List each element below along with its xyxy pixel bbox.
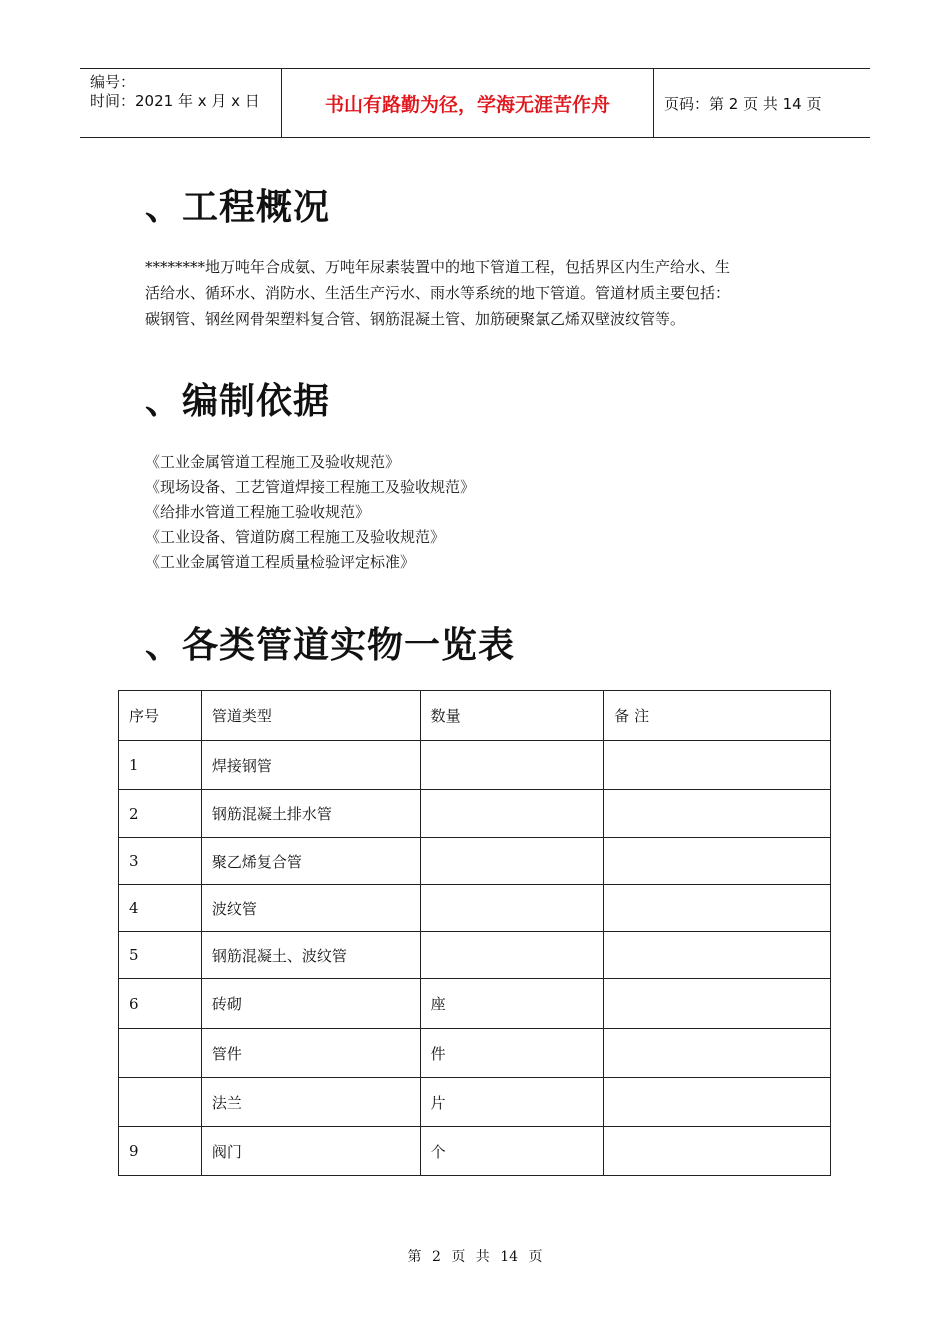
quantity: 个 bbox=[420, 1127, 604, 1176]
quantity bbox=[420, 790, 604, 838]
remark bbox=[604, 885, 831, 932]
remark bbox=[604, 838, 831, 885]
table-row bbox=[119, 790, 831, 838]
remark bbox=[604, 1029, 831, 1078]
quantity bbox=[420, 932, 604, 979]
pipe-type: 聚乙烯复合管 bbox=[201, 838, 420, 885]
remark bbox=[604, 1127, 831, 1176]
reference-item: 《工业金属管道工程质量检验评定标准》 bbox=[145, 553, 416, 571]
row-index: 6 bbox=[119, 979, 202, 1029]
reference-item: 《现场设备、工艺管道焊接工程施工及验收规范》 bbox=[145, 478, 476, 496]
header-page-number: 页码：第 2 页 共 14 页 bbox=[664, 94, 822, 113]
pipe-type: 钢筋混凝土、波纹管 bbox=[201, 932, 420, 979]
pipe-inventory-table bbox=[118, 690, 831, 1176]
row-index: 4 bbox=[119, 885, 202, 932]
row-index: 3 bbox=[119, 838, 202, 885]
remark bbox=[604, 932, 831, 979]
footer-text: 第 bbox=[407, 1249, 422, 1265]
table-row bbox=[119, 932, 831, 979]
overview-paragraph bbox=[145, 254, 825, 332]
quantity: 座 bbox=[420, 979, 604, 1029]
reference-item: 《工业金属管道工程施工及验收规范》 bbox=[145, 453, 401, 471]
table-row bbox=[119, 979, 831, 1029]
table-row bbox=[119, 885, 831, 932]
quantity bbox=[420, 885, 604, 932]
pipe-type: 法兰 bbox=[201, 1078, 420, 1127]
row-index: 2 bbox=[119, 790, 202, 838]
remark bbox=[604, 741, 831, 790]
quantity bbox=[420, 838, 604, 885]
column-header: 管道类型 bbox=[201, 691, 420, 741]
remark bbox=[604, 979, 831, 1029]
page-header bbox=[80, 68, 870, 138]
document-number-label: 编号： bbox=[90, 73, 136, 91]
row-index: 9 bbox=[119, 1127, 202, 1176]
pipe-type: 管件 bbox=[201, 1029, 420, 1078]
column-header: 数量 bbox=[420, 691, 604, 741]
paragraph-line: ********地万吨年合成氨、万吨年尿素装置中的地下管道工程，包括界区内生产给水、生 bbox=[145, 258, 731, 276]
pipe-type: 钢筋混凝土排水管 bbox=[201, 790, 420, 838]
section-title-pipe-table: 、各类管道实物一览表 bbox=[145, 625, 516, 666]
table-header-row bbox=[119, 691, 831, 741]
table-row bbox=[119, 1029, 831, 1078]
row-index: 1 bbox=[119, 741, 202, 790]
footer-text: 共 bbox=[475, 1249, 490, 1265]
remark bbox=[604, 1078, 831, 1127]
remark bbox=[604, 790, 831, 838]
pipe-type: 焊接钢管 bbox=[201, 741, 420, 790]
reference-list bbox=[145, 450, 475, 575]
quantity: 件 bbox=[420, 1029, 604, 1078]
row-index: 5 bbox=[119, 932, 202, 979]
reference-item: 《工业设备、管道防腐工程施工及验收规范》 bbox=[145, 528, 446, 546]
paragraph-line: 活给水、循环水、消防水、生活生产污水、雨水等系统的地下管道。管道材质主要包括： bbox=[145, 284, 731, 302]
page-footer bbox=[0, 1246, 950, 1266]
pipe-type: 波纹管 bbox=[201, 885, 420, 932]
footer-text: 页 bbox=[451, 1249, 466, 1265]
reference-item: 《给排水管道工程施工验收规范》 bbox=[145, 503, 371, 521]
pipe-type: 砖砌 bbox=[201, 979, 420, 1029]
row-index bbox=[119, 1029, 202, 1078]
footer-current-page: 2 bbox=[431, 1249, 441, 1265]
quantity: 片 bbox=[420, 1078, 604, 1127]
row-index bbox=[119, 1078, 202, 1127]
table-row bbox=[119, 838, 831, 885]
header-meta bbox=[80, 69, 281, 137]
table-row bbox=[119, 1078, 831, 1127]
column-header: 序号 bbox=[119, 691, 202, 741]
footer-text: 页 bbox=[528, 1249, 543, 1265]
column-header: 备 注 bbox=[604, 691, 831, 741]
paragraph-line: 碳钢管、钢丝网骨架塑料复合管、钢筋混凝土管、加筋硬聚氯乙烯双壁波纹管等。 bbox=[145, 310, 686, 328]
quantity bbox=[420, 741, 604, 790]
pipe-type: 阀门 bbox=[201, 1127, 420, 1176]
section-title-overview: 、工程概况 bbox=[145, 187, 331, 228]
table-row bbox=[119, 1127, 831, 1176]
footer-total-pages: 14 bbox=[500, 1249, 519, 1265]
table-row bbox=[119, 741, 831, 790]
section-title-basis: 、编制依据 bbox=[145, 381, 331, 422]
document-date: 时间：2021 年 x 月 x 日 bbox=[90, 92, 260, 110]
header-motto: 书山有路勤为径，学海无涯苦作舟 bbox=[281, 69, 654, 137]
